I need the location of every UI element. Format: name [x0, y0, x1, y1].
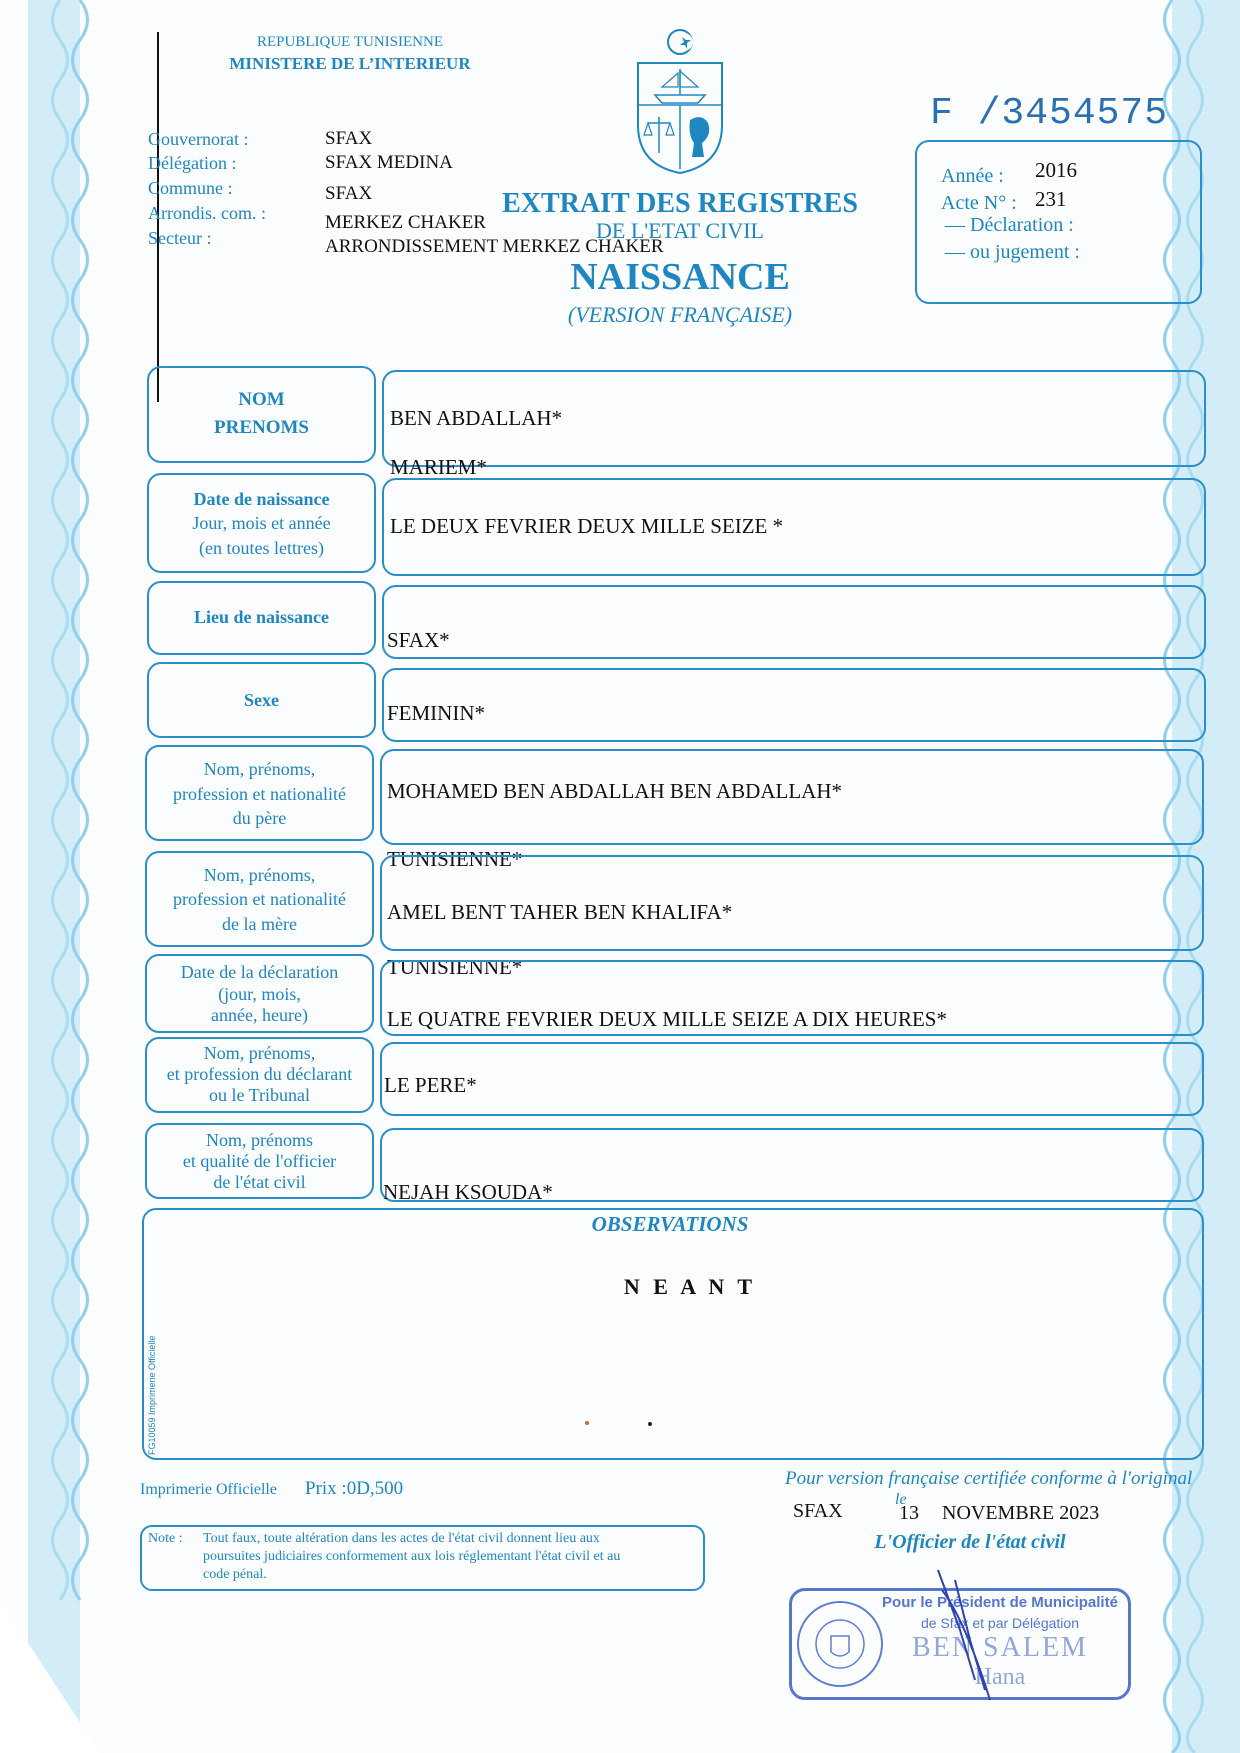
acte-label: Acte N° : [941, 192, 1017, 214]
observations-value: N E A N T [623, 1274, 757, 1299]
declarant-label-2: et profession du déclarant [166, 1064, 353, 1084]
issue-day: 13 [899, 1502, 919, 1524]
nom-label-box [147, 366, 376, 463]
prix-label: Prix :0D,500 [305, 1478, 404, 1499]
sexe-value: FEMININ* [387, 701, 485, 725]
stamp-line-1: Pour le Président de Municipalité [882, 1594, 1118, 1611]
left-guilloche-border [0, 0, 100, 1753]
issue-place: SFAX [793, 1500, 843, 1522]
gouvernorat-value: SFAX [325, 128, 373, 149]
officier-value: NEJAH KSOUDA* [383, 1180, 553, 1204]
title-line2: DE L'ETAT CIVIL [596, 218, 764, 243]
declarant-value: LE PERE* [384, 1073, 477, 1097]
prenom-value: MARIEM* [390, 455, 487, 479]
decl-label-1: Date de la déclaration [180, 962, 339, 982]
annee-label: Année : [941, 165, 1004, 187]
note-line-1: Tout faux, toute altération dans les actes de l'état civil donnent lieu aux [203, 1531, 600, 1546]
ministere-label: MINISTERE DE L’INTERIEUR [229, 54, 471, 73]
mere-value: AMEL BENT TAHER BEN KHALIFA* [387, 900, 733, 924]
mere-label-1: Nom, prénoms, [203, 865, 316, 885]
ink-dot [648, 1422, 652, 1426]
mere-label-3: de la mère [222, 914, 297, 934]
date-label-1: Date de naissance [193, 489, 330, 509]
decl-value: LE QUATRE FEVRIER DEUX MILLE SEIZE A DIX HEURES* [387, 1007, 947, 1031]
stamp-line-3: BEN SALEM [912, 1632, 1088, 1663]
commune-value: SFAX [325, 183, 373, 204]
title-line1: EXTRAIT DES REGISTRES [502, 188, 858, 219]
lieu-label: Lieu de naissance [193, 607, 330, 627]
mere-label-2: profession et nationalité [173, 889, 346, 909]
acte-value: 231 [1035, 187, 1067, 211]
title-main: NAISSANCE [570, 256, 790, 298]
arrondis-label: Arrondis. com. : [148, 203, 266, 223]
date-label-3: (en toutes lettres) [199, 538, 324, 558]
sexe-label: Sexe [244, 690, 279, 710]
title-version: (VERSION FRANÇAISE) [567, 302, 793, 327]
pere-label-2: profession et nationalité [173, 784, 346, 804]
pere-value: MOHAMED BEN ABDALLAH BEN ABDALLAH* [387, 779, 842, 803]
certification-text: Pour version française certifiée conforme à l'original [785, 1468, 1193, 1489]
imprimerie-label: Imprimerie Officielle [140, 1481, 277, 1498]
lieu-value-box [382, 585, 1206, 659]
le-label: le [895, 1491, 907, 1508]
arrondis-value: MERKEZ CHAKER [325, 212, 486, 233]
note-prefix: Note : [148, 1531, 183, 1546]
annee-value: 2016 [1035, 158, 1077, 182]
officier-label-2: et qualité de l'officier [182, 1151, 337, 1171]
officier-signature-title: L'Officier de l'état civil [874, 1531, 1066, 1553]
secteur-value: ARRONDISSEMENT MERKEZ CHAKER [325, 236, 664, 257]
stamp-line-2: de Sfax et par Délégation [921, 1615, 1079, 1631]
gouvernorat-label: Gouvernorat : [148, 129, 249, 149]
delegation-value: SFAX MEDINA [325, 152, 453, 173]
pere-nationalite-value: TUNISIENNE* [387, 847, 523, 871]
serial-number: F /3454575 [930, 92, 1169, 135]
note-line-3: code pénal. [203, 1567, 267, 1582]
handwritten-signature [930, 1560, 1010, 1710]
nom-label: NOM [238, 389, 285, 410]
ink-dot [585, 1421, 589, 1425]
note-line-2: poursuites judiciaires conformement aux lois réglementant l'état civil et au [203, 1549, 621, 1564]
declaration-label: — Déclaration : [945, 214, 1074, 236]
secteur-label: Secteur : [148, 228, 212, 248]
side-print-code: FG10059 Imprimerie Officielle [147, 1335, 157, 1455]
decl-label-3: année, heure) [211, 1005, 308, 1025]
mere-nationalite-value: TUNISIENNE* [387, 955, 523, 979]
decl-label-2: (jour, mois, [218, 984, 301, 1004]
date-label-2: Jour, mois et année [192, 513, 331, 533]
officier-label-3: de l'état civil [213, 1172, 306, 1192]
issue-month-year: NOVEMBRE 2023 [942, 1502, 1100, 1524]
pere-label-3: du père [232, 808, 287, 828]
nom-value: BEN ABDALLAH* [390, 406, 563, 430]
date-value: LE DEUX FEVRIER DEUX MILLE SEIZE * [390, 514, 784, 538]
stamp-line-4: Hana [974, 1664, 1026, 1690]
prenoms-label: PRENOMS [214, 417, 309, 438]
jugement-label: — ou jugement : [945, 241, 1080, 263]
pere-label-1: Nom, prénoms, [203, 759, 316, 779]
officier-label-1: Nom, prénoms [206, 1130, 313, 1150]
commune-label: Commune : [148, 178, 233, 198]
republique-label: REPUBLIQUE TUNISIENNE [257, 34, 443, 50]
observations-box [142, 1208, 1204, 1460]
declarant-label-1: Nom, prénoms, [203, 1043, 316, 1063]
lieu-value: SFAX* [387, 628, 450, 652]
sexe-value-box [382, 668, 1206, 742]
declarant-label-3: ou le Tribunal [208, 1085, 310, 1105]
observations-title: OBSERVATIONS [591, 1212, 749, 1236]
declarant-value-box [380, 1042, 1204, 1116]
delegation-label: Délégation : [148, 153, 237, 173]
tunisia-coat-of-arms-icon [630, 25, 730, 175]
